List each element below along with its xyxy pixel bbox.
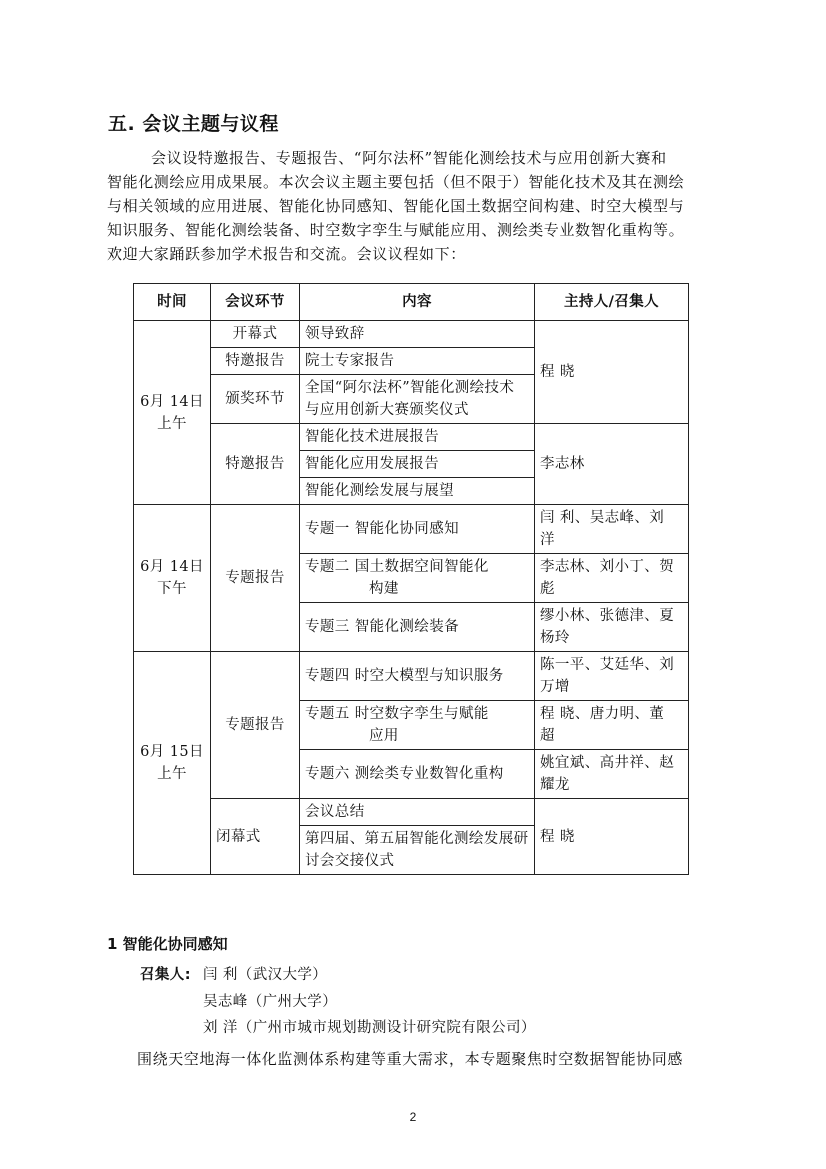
session-cell: 颁奖环节 <box>211 375 300 424</box>
time-cell <box>134 652 211 875</box>
header-content: 内容 <box>300 284 535 321</box>
header-time: 时间 <box>134 284 211 321</box>
content-cell: 智能化技术进展报告 <box>300 424 535 451</box>
session-cell: 专题报告 <box>211 652 300 799</box>
intro-line-4: 知识服务、智能化测绘装备、时空数字孪生与赋能应用、测绘类专业数智化重构等。 <box>107 221 685 239</box>
page-number: 2 <box>409 1110 417 1124</box>
host-cell: 缪小林、张德津、夏杨玲 <box>535 603 689 652</box>
header-session: 会议环节 <box>211 284 300 321</box>
session-cell: 特邀报告 <box>211 348 300 375</box>
time-date: 6月 14日 <box>140 559 204 575</box>
convener-2: 吴志峰（广州大学） <box>203 994 338 1010</box>
time-cell <box>134 321 211 505</box>
content-cell: 专题六 测绘类专业数智化重构 <box>300 750 535 799</box>
intro-paragraph <box>107 146 727 266</box>
table-row <box>134 424 689 451</box>
content-line: 专题五 时空数字孪生与赋能 <box>305 706 489 722</box>
content-cell <box>300 554 535 603</box>
time-date: 6月 15日 <box>140 744 204 760</box>
content-cell: 智能化应用发展报告 <box>300 451 535 478</box>
time-date: 6月 14日 <box>140 393 204 410</box>
content-cell: 院士专家报告 <box>300 348 535 375</box>
content-cell: 专题三 智能化测绘装备 <box>300 603 535 652</box>
table-row <box>134 505 689 554</box>
convener-1: 闫 利（武汉大学） <box>203 967 328 983</box>
session-cell: 专题报告 <box>211 505 300 652</box>
header-host: 主持人/召集人 <box>535 284 689 321</box>
host-cell: 程 晓、唐力明、董 超 <box>535 701 689 750</box>
intro-line-2: 智能化测绘应用成果展。本次会议主题主要包括（但不限于）智能化技术及其在测绘 <box>107 173 685 191</box>
content-cell: 会议总结 <box>300 799 535 826</box>
host-cell: 李志林 <box>535 424 689 505</box>
content-cell: 专题一 智能化协同感知 <box>300 505 535 554</box>
session-cell: 闭幕式 <box>211 799 300 875</box>
content-cell: 智能化测绘发展与展望 <box>300 478 535 505</box>
intro-line-1: 会议设特邀报告、专题报告、“阿尔法杯”智能化测绘技术与应用创新大赛和 <box>151 149 667 167</box>
agenda-table <box>133 283 689 875</box>
session-cell: 特邀报告 <box>211 424 300 505</box>
conveners-label: 召集人: <box>140 967 191 983</box>
content-cell <box>300 701 535 750</box>
intro-line-5: 欢迎大家踊跃参加学术报告和交流。会议议程如下： <box>107 245 466 263</box>
convener-3: 刘 洋（广州市城市规划勘测设计研究院有限公司） <box>203 1020 536 1036</box>
session-cell: 开幕式 <box>211 321 300 348</box>
content-cell: 领导致辞 <box>300 321 535 348</box>
subsection-title: 1 智能化协同感知 <box>107 935 228 953</box>
host-cell: 闫 利、吴志峰、刘 洋 <box>535 505 689 554</box>
host-cell: 陈一平、艾廷华、刘万增 <box>535 652 689 701</box>
content-line: 专题二 国土数据空间智能化 <box>305 559 489 575</box>
closing-line: 围绕天空地海一体化监测体系构建等重大需求，本专题聚焦时空数据智能协同感 <box>137 1050 684 1068</box>
table-row <box>134 652 689 701</box>
content-cell: 全国“阿尔法杯”智能化测绘技术与应用创新大赛颁奖仪式 <box>300 375 535 424</box>
host-cell: 程 晓 <box>535 799 689 875</box>
table-row <box>134 799 689 826</box>
time-period: 下午 <box>157 581 187 597</box>
intro-line-3: 与相关领域的应用进展、智能化协同感知、智能化国土数据空间构建、时空大模型与 <box>107 197 685 215</box>
content-cell: 第四届、第五届智能化测绘发展研讨会交接仪式 <box>300 826 535 875</box>
host-cell: 姚宜斌、高井祥、赵耀龙 <box>535 750 689 799</box>
table-row <box>134 321 689 348</box>
time-cell <box>134 505 211 652</box>
time-period: 上午 <box>157 766 187 782</box>
content-line: 应用 <box>369 728 399 744</box>
table-header-row <box>134 284 689 321</box>
content-cell: 专题四 时空大模型与知识服务 <box>300 652 535 701</box>
time-period: 上午 <box>157 415 187 432</box>
host-cell: 李志林、刘小丁、贺 彪 <box>535 554 689 603</box>
content-line: 构建 <box>369 581 399 597</box>
section-title: 五. 会议主题与议程 <box>108 113 279 135</box>
host-cell: 程 晓 <box>535 321 689 424</box>
